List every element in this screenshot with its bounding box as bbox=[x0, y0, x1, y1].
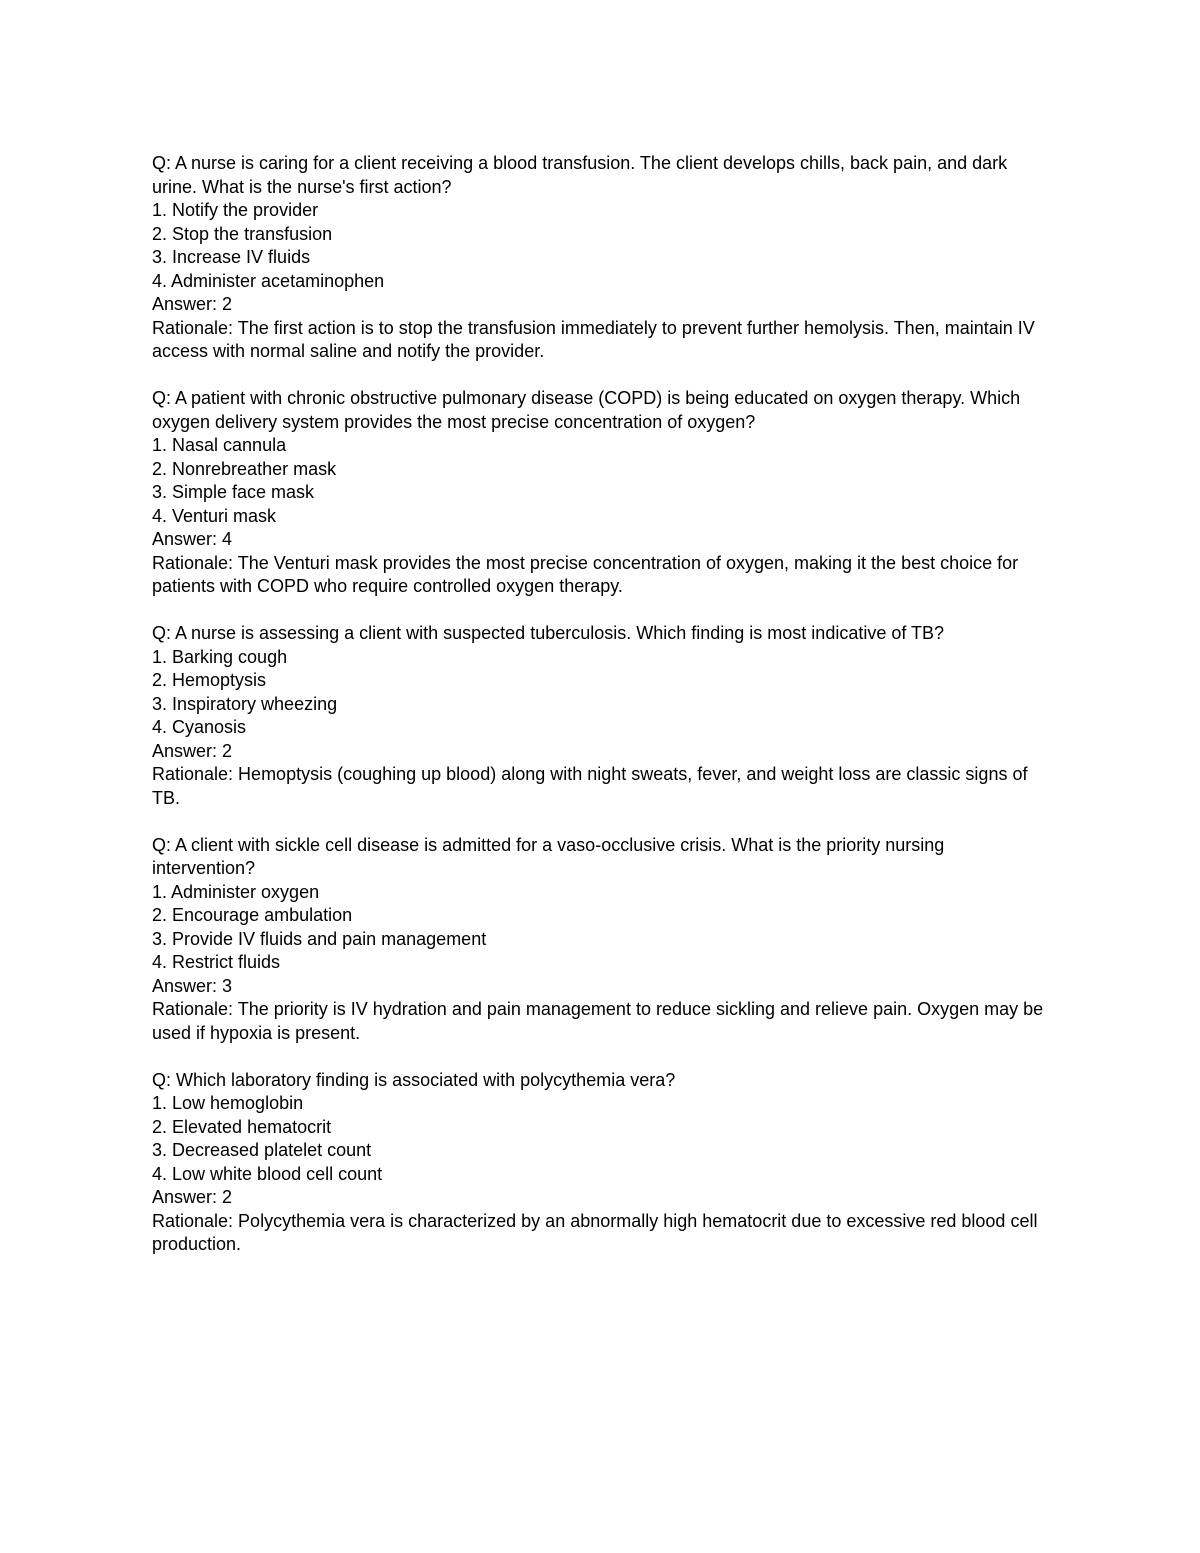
question-block-5 bbox=[152, 1069, 1052, 1257]
answer-option: 3. Inspiratory wheezing bbox=[152, 693, 338, 714]
answer-option: 2. Encourage ambulation bbox=[152, 905, 353, 925]
rationale-text: Rationale: Polycythemia vera is characterized by an abnormally high hematocrit due to excessive red blood cell production. bbox=[152, 1210, 1038, 1254]
rationale-text: Rationale: The priority is IV hydration and pain management to reduce sickling and relieve pain. Oxygen may be used if hypoxia is present. bbox=[152, 999, 1044, 1043]
answer-line: Answer: 2 bbox=[152, 1187, 233, 1207]
answer-option: 2. Elevated hematocrit bbox=[152, 1116, 332, 1137]
answer-line: Answer: 3 bbox=[152, 975, 233, 996]
answer-option: 4. Venturi mask bbox=[152, 505, 277, 526]
answer-option: 1. Notify the provider bbox=[152, 200, 319, 220]
question-block-3 bbox=[152, 622, 1052, 810]
answer-line: Answer: 2 bbox=[152, 294, 233, 314]
question-text: Q: A patient with chronic obstructive pulmonary disease (COPD) is being educated on oxygen therapy. Which oxygen delivery system provides the most precise concentration of oxygen? bbox=[152, 388, 1021, 432]
answer-option: 2. Hemoptysis bbox=[152, 670, 267, 690]
answer-option: 2. Stop the transfusion bbox=[152, 223, 333, 244]
question-text: Q: A nurse is assessing a client with suspected tuberculosis. Which finding is most indicative of TB? bbox=[152, 623, 945, 643]
question-text: Q: A nurse is caring for a client receiving a blood transfusion. The client develops chills, back pain, and dark urine. What is the nurse's first action? bbox=[152, 153, 1008, 197]
answer-option: 3. Simple face mask bbox=[152, 482, 315, 502]
answer-option: 4. Administer acetaminophen bbox=[152, 270, 385, 291]
answer-option: 4. Cyanosis bbox=[152, 717, 247, 737]
answer-line: Answer: 4 bbox=[152, 529, 233, 549]
rationale-text: Rationale: The Venturi mask provides the most precise concentration of oxygen, making it the best choice for patients with COPD who require controlled oxygen therapy. bbox=[152, 552, 1019, 596]
answer-option: 1. Administer oxygen bbox=[152, 881, 320, 902]
question-block-2 bbox=[152, 387, 1052, 599]
answer-option: 4. Low white blood cell count bbox=[152, 1163, 383, 1184]
answer-option: 3. Decreased platelet count bbox=[152, 1140, 372, 1160]
document-page bbox=[152, 152, 1052, 1280]
answer-option: 1. Nasal cannula bbox=[152, 435, 287, 455]
answer-option: 3. Provide IV fluids and pain management bbox=[152, 928, 487, 949]
question-block-4 bbox=[152, 834, 1052, 1046]
question-text: Q: A client with sickle cell disease is admitted for a vaso-occlusive crisis. What is the priority nursing intervention? bbox=[152, 834, 945, 878]
rationale-text: Rationale: The first action is to stop the transfusion immediately to prevent further hemolysis. Then, maintain IV access with normal saline and notify the provider. bbox=[152, 317, 1035, 361]
answer-option: 4. Restrict fluids bbox=[152, 952, 281, 972]
answer-option: 2. Nonrebreather mask bbox=[152, 458, 337, 479]
answer-option: 1. Barking cough bbox=[152, 646, 288, 667]
answer-option: 3. Increase IV fluids bbox=[152, 247, 311, 267]
question-text: Q: Which laboratory finding is associated with polycythemia vera? bbox=[152, 1069, 676, 1090]
rationale-text: Rationale: Hemoptysis (coughing up blood) along with night sweats, fever, and weight loss are classic signs of TB. bbox=[152, 764, 1028, 808]
answer-option: 1. Low hemoglobin bbox=[152, 1093, 304, 1113]
answer-line: Answer: 2 bbox=[152, 740, 233, 761]
question-block-1 bbox=[152, 152, 1052, 364]
